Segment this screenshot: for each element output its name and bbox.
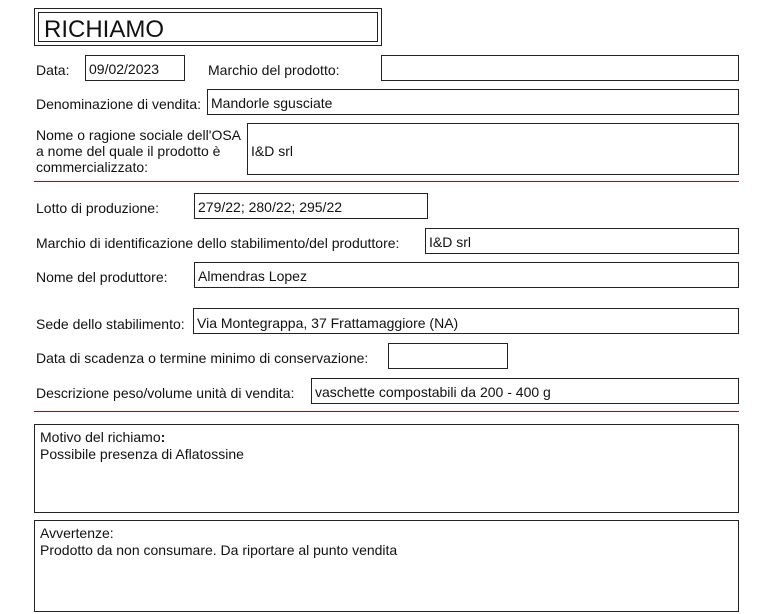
brand-field[interactable] bbox=[381, 55, 739, 81]
warnings-value: Prodotto da non consumare. Da riportare al punto vendita bbox=[40, 542, 398, 558]
osa-label-line2: a nome del quale il prodotto è bbox=[36, 143, 221, 159]
weight-value: vaschette compostabili da 200 - 400 g bbox=[315, 384, 551, 400]
recall-reason-label-colon: : bbox=[160, 429, 166, 445]
producer-value: Almendras Lopez bbox=[198, 268, 307, 284]
title-box bbox=[34, 8, 382, 46]
id-mark-label: Marchio di identificazione dello stabilimento/del produttore: bbox=[36, 235, 400, 251]
sales-name-label: Denominazione di vendita: bbox=[36, 96, 201, 112]
producer-label: Nome del produttore: bbox=[36, 269, 168, 285]
osa-value: I&D srl bbox=[251, 143, 293, 159]
site-label: Sede dello stabilimento: bbox=[36, 316, 185, 332]
lot-value: 279/22; 280/22; 295/22 bbox=[198, 199, 343, 215]
recall-reason-label: Motivo del richiamo: bbox=[40, 429, 166, 445]
id-mark-field[interactable] bbox=[425, 228, 739, 254]
date-label: Data: bbox=[36, 62, 70, 78]
recall-reason-value: Possibile presenza di Aflatossine bbox=[40, 446, 244, 462]
weight-label: Descrizione peso/volume unità di vendita: bbox=[36, 385, 295, 401]
lot-label: Lotto di produzione: bbox=[36, 200, 159, 216]
sales-name-value: Mandorle sgusciate bbox=[211, 95, 333, 111]
sales-name-field[interactable] bbox=[207, 89, 739, 115]
expiry-field[interactable] bbox=[388, 343, 508, 369]
separator-top bbox=[34, 181, 739, 182]
weight-field[interactable] bbox=[311, 378, 739, 404]
site-field[interactable] bbox=[193, 308, 739, 334]
producer-field[interactable] bbox=[194, 262, 739, 288]
separator-bottom bbox=[34, 411, 739, 412]
title-inner-border bbox=[38, 12, 378, 42]
brand-label: Marchio del prodotto: bbox=[208, 62, 340, 78]
osa-field[interactable] bbox=[247, 123, 739, 175]
recall-reason-field[interactable] bbox=[34, 424, 739, 513]
warnings-label: Avvertenze: bbox=[40, 525, 114, 541]
date-value: 09/02/2023 bbox=[89, 61, 160, 77]
warnings-field[interactable] bbox=[34, 520, 739, 612]
id-mark-value: I&D srl bbox=[429, 234, 471, 250]
page-title: RICHIAMO bbox=[44, 16, 164, 43]
osa-label-line1: Nome o ragione sociale dell'OSA bbox=[36, 127, 242, 143]
expiry-label: Data di scadenza o termine minimo di conservazione: bbox=[36, 350, 369, 366]
date-field[interactable] bbox=[85, 55, 185, 81]
lot-field[interactable] bbox=[194, 193, 428, 219]
site-value: Via Montegrappa, 37 Frattamaggiore (NA) bbox=[197, 315, 459, 331]
osa-label-line3: commercializzato: bbox=[36, 159, 149, 175]
